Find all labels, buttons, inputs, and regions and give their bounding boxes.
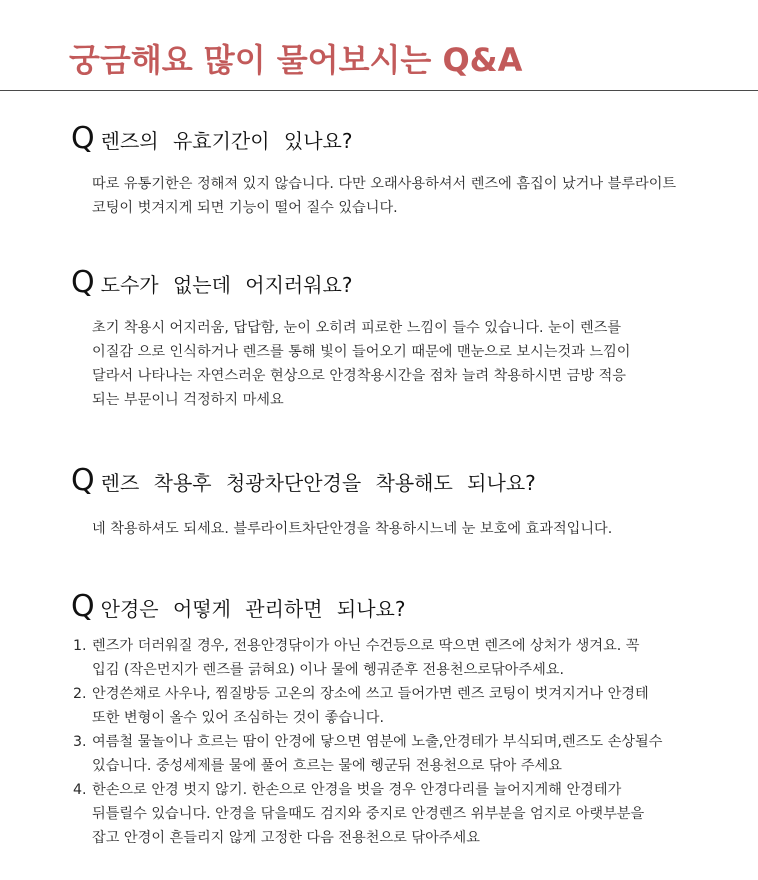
list-number: 3. (73, 734, 87, 750)
list-item (73, 682, 662, 730)
list-line: 뒤틀릴수 있습니다. 안경을 닦을때도 검지와 중지로 안경렌즈 위부분을 엄지로 아랫부분을 (92, 806, 645, 822)
list-line: 입김 (작은먼지가 렌즈를 긁혀요) 이나 물에 헹궈준후 전용천으로닦아주세요. (92, 662, 565, 678)
title-divider (0, 90, 758, 91)
answer-text (92, 172, 676, 220)
list-item (73, 778, 662, 850)
list-number: 2. (73, 686, 87, 702)
question-heading (71, 464, 536, 498)
answer-line: 달라서 나타나는 자연스러운 현상으로 안경착용시간을 점차 늘려 착용하시면 금방 적응 (92, 368, 626, 384)
question-heading (71, 590, 405, 624)
list-line: 또한 변형이 올수 있어 조심하는 것이 좋습니다. (92, 710, 384, 726)
q-mark: Q (71, 463, 95, 498)
answer-text (92, 517, 612, 541)
question-text: 안경은 어떻게 관리하면 되나요? (100, 597, 406, 621)
list-number: 4. (73, 782, 87, 798)
list-line: 여름철 물놀이나 흐르는 땀이 안경에 닿으면 염분에 노출,안경테가 부식되며,렌즈도 손상될수 (92, 734, 663, 750)
answer-line: 따로 유통기한은 정해져 있지 않습니다. 다만 오래사용하셔서 렌즈에 흠집이 났거나 블루라이트 (92, 176, 677, 192)
list-line: 안경쓴채로 사우나, 찜질방등 고온의 장소에 쓰고 들어가면 렌즈 코팅이 벗겨지거나 안경테 (92, 686, 649, 702)
question-text: 도수가 없는데 어지러워요? (100, 273, 353, 297)
answer-line: 네 착용하셔도 되세요. 블루라이트차단안경을 착용하시느네 눈 보호에 효과적입니다. (92, 521, 613, 537)
list-item (73, 730, 662, 778)
list-item (73, 634, 662, 682)
list-line: 한손으로 안경 벗지 않기. 한손으로 안경을 벗을 경우 안경다리를 늘어지게해 안경테가 (92, 782, 622, 798)
answer-line: 코팅이 벗겨지게 되면 기능이 떨어 질수 있습니다. (92, 200, 398, 216)
q-mark: Q (71, 589, 95, 624)
question-text: 렌즈 착용후 청광차단안경을 착용해도 되나요? (100, 471, 536, 495)
answer-line: 초기 착용시 어지러움, 답답함, 눈이 오히려 피로한 느낌이 들수 있습니다. 눈이 렌즈를 (92, 320, 622, 336)
page-title: 궁금해요 많이 물어보시는 Q&A (69, 41, 523, 79)
list-line: 잡고 안경이 흔들리지 않게 고정한 다음 전용천으로 닦아주세요 (92, 830, 480, 846)
q-mark: Q (71, 265, 95, 300)
q-mark: Q (71, 121, 95, 156)
list-number: 1. (73, 638, 87, 654)
question-heading (71, 122, 352, 156)
answer-line: 되는 부문이니 걱정하지 마세요 (92, 392, 284, 408)
answer-line: 이질감 으로 인식하거나 렌즈를 통해 빛이 들어오기 때문에 맨눈으로 보시는것과 느낌이 (92, 344, 631, 360)
question-text: 렌즈의 유효기간이 있나요? (100, 129, 353, 153)
question-heading (71, 266, 352, 300)
list-line: 렌즈가 더러워질 경우, 전용안경닦이가 아닌 수건등으로 딱으면 렌즈에 상처가 생겨요. 꼭 (92, 638, 640, 654)
care-tips-list (73, 634, 662, 850)
answer-text (92, 316, 631, 412)
list-line: 있습니다. 중성세제를 물에 풀어 흐르는 물에 헹군뒤 전용천으로 닦아 주세요 (92, 758, 562, 774)
